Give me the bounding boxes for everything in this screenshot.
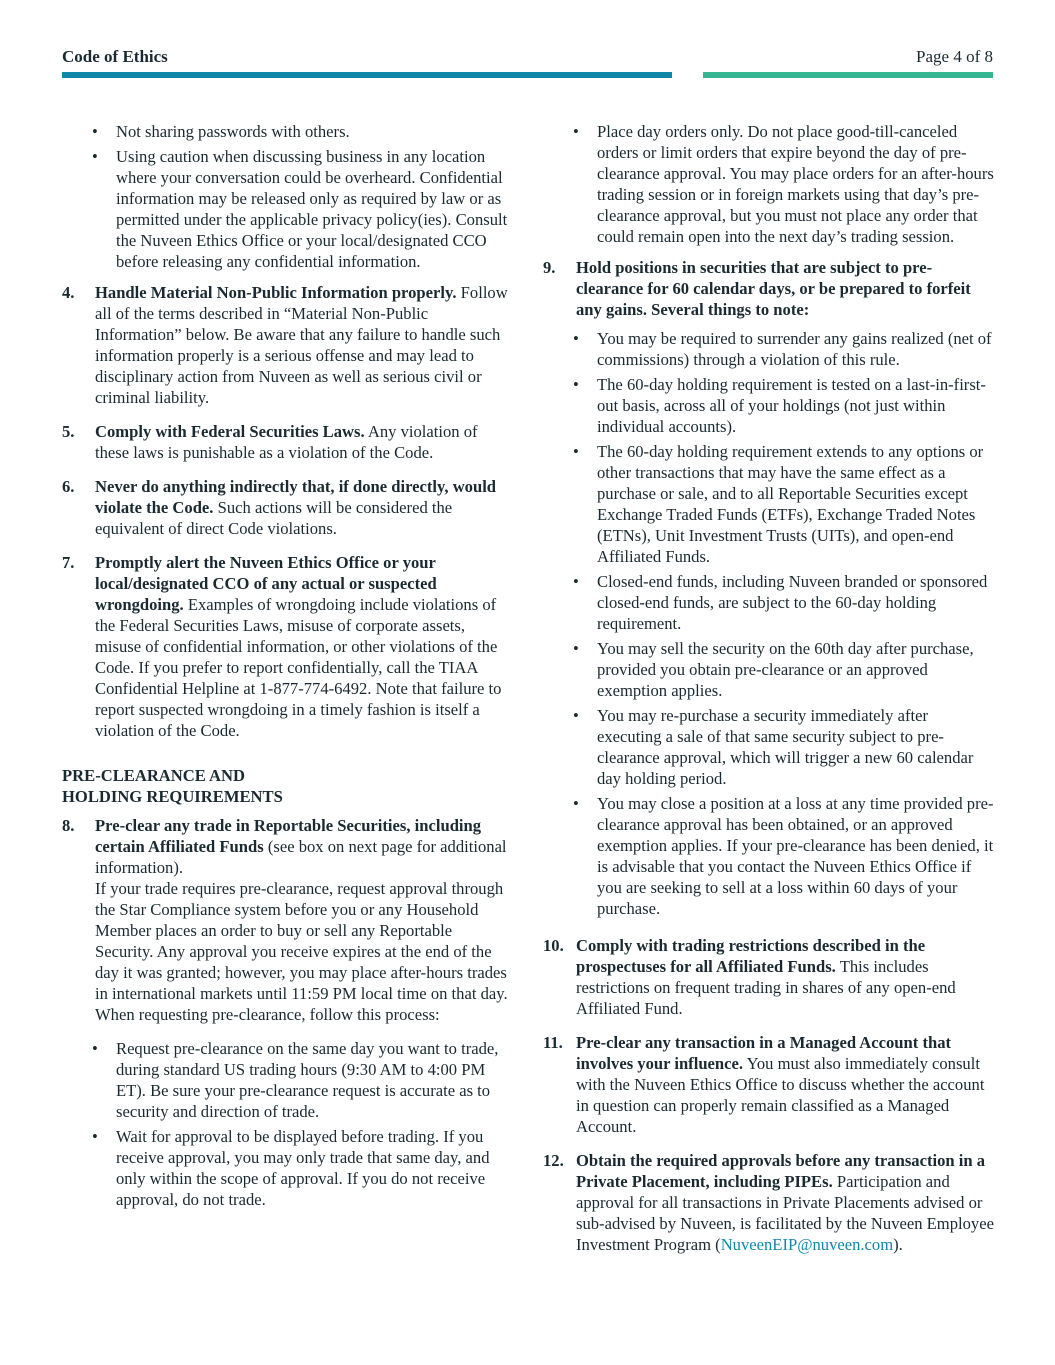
numbered-item-9: 9. Hold positions in securities that are subject to pre-clearance for 60 calendar days, or be prepared to forfeit any gains. Several things to note: xyxy=(543,258,971,319)
bullet-list xyxy=(62,121,514,272)
list-item: • Request pre-clearance on the same day you want to trade, during standard US trading hours (9:30 AM to 4:00 PM ET). Be sure your pre-clearance request is accurate as to security and direction of trade. xyxy=(62,1038,514,1122)
list-item: • You may be required to surrender any gains realized (net of commissions) through a violation of this rule. xyxy=(543,328,995,370)
left-column xyxy=(62,121,514,1220)
list-item: • You may re-purchase a security immediately after executing a sale of that same security subject to pre-clearance approval, which will trigger a new 60 calendar day holding period. xyxy=(543,705,995,789)
list-item: • The 60-day holding requirement extends to any options or other transactions that may have the same effect as a purchase or sale, and to all Reportable Securities except Exchange Traded Funds (ETFs), Exchange Traded Notes (ETNs), Unit Investment Trusts (UITs), and open-end Affiliated Funds. xyxy=(543,441,995,567)
list-item: • You may close a position at a loss at any time provided pre-clearance approval has been obtained, or an approved exemption applies. If your pre-clearance has been denied, it is advisable that you contact the Nuveen Ethics Office if you are seeking to sell at a loss within 60 days of your purchase. xyxy=(543,793,995,919)
numbered-item-12: 12. Obtain the required approvals before any transaction in a Private Placement, including PIPEs. Participation and approval for all transactions in Private Placements advised or sub-advised by Nuveen, is facilitated by the Nuveen Employee Investment Program (NuveenEIP@nuveen.com). xyxy=(543,1151,994,1254)
bullet-list xyxy=(543,121,995,247)
numbered-item-4: 4. Handle Material Non-Public Information properly. Follow all of the terms described in “Material Non-Public Information” below. Be aware that any failure to handle such information properly is a serious offense and may lead to disciplinary action from Nuveen as well as serious civil or criminal liability. xyxy=(62,283,508,407)
list-item: • You may sell the security on the 60th day after purchase, provided you obtain pre-clearance or an approved exemption applies. xyxy=(543,638,995,701)
list-item: • Closed-end funds, including Nuveen branded or sponsored closed-end funds, are subject to the 60-day holding requirement. xyxy=(543,571,995,634)
list-item: • Using caution when discussing business in any location where your conversation could be overheard. Confidential information may be released only as required by law or as permitted under the applicable privacy policy(ies). Consult the Nuveen Ethics Office or your local/designated CCO before releasing any confidential information. xyxy=(62,146,514,272)
list-item: • Not sharing passwords with others. xyxy=(62,121,514,142)
numbered-item-5: 5. Comply with Federal Securities Laws. Any violation of these laws is punishable as a violation of the Code. xyxy=(62,422,478,462)
numbered-item-6: 6. Never do anything indirectly that, if done directly, would violate the Code. Such actions will be considered the equivalent of direct Code violations. xyxy=(62,477,497,538)
bullet-list xyxy=(543,328,995,919)
page-number: Page 4 of 8 xyxy=(916,47,993,66)
header-bar-left xyxy=(62,72,672,78)
list-item: • The 60-day holding requirement is tested on a last-in-first-out basis, across all of your holdings (not just within individual accounts). xyxy=(543,374,995,437)
right-column xyxy=(543,121,995,1268)
list-item: • Wait for approval to be displayed before trading. If you receive approval, you may only trade that same day, and only within the scope of approval. If you do not receive approval, do not trade. xyxy=(62,1126,514,1210)
header-title: Code of Ethics xyxy=(62,47,168,66)
numbered-item-10: 10. Comply with trading restrictions described in the prospectuses for all Affiliated Funds. This includes restrictions on frequent trading in shares of any open-end Affiliated Fund. xyxy=(543,936,956,1018)
numbered-item-11: 11. Pre-clear any transaction in a Managed Account that involves your influence. You must also immediately consult with the Nuveen Ethics Office to discuss whether the account in question can properly remain classified as a Managed Account. xyxy=(543,1033,985,1136)
bullet-list xyxy=(62,1038,514,1210)
email-link[interactable]: NuveenEIP@nuveen.com xyxy=(720,1235,894,1254)
section-heading: PRE-CLEARANCE AND HOLDING REQUIREMENTS xyxy=(62,766,283,806)
numbered-item-7: 7. Promptly alert the Nuveen Ethics Office or your local/designated CCO of any actual or suspected wrongdoing. Examples of wrongdoing include violations of the Federal Securities Laws, misuse of corporate assets, misuse of confidential information, or other violations of the Code. If you prefer to report confidentially, call the TIAA Confidential Helpline at 1-877-774-6492. Note that failure to report suspected wrongdoing in a timely fashion is itself a violation of the Code. xyxy=(62,553,502,740)
numbered-item-8: 8. Pre-clear any trade in Reportable Securities, including certain Affiliated Funds (see box on next page for additional information). If your trade requires pre-clearance, request approval through the Star Compliance system before you or any Household Member places an order to buy or sell any Reportable Security. Any approval you receive expires at the end of the day it was granted; however, you may place after-hours trades in international markets until 11:59 PM local time on that day. When requesting pre-clearance, follow this process: xyxy=(62,816,508,1024)
list-item: • Place day orders only. Do not place good-till-canceled orders or limit orders that expire beyond the day of pre-clearance approval. You may place orders for an after-hours trading session or in foreign markets using that day’s pre-clearance approval, but you must not place any order that could remain open into the next day’s trading session. xyxy=(543,121,995,247)
header-bar-right xyxy=(703,72,993,78)
